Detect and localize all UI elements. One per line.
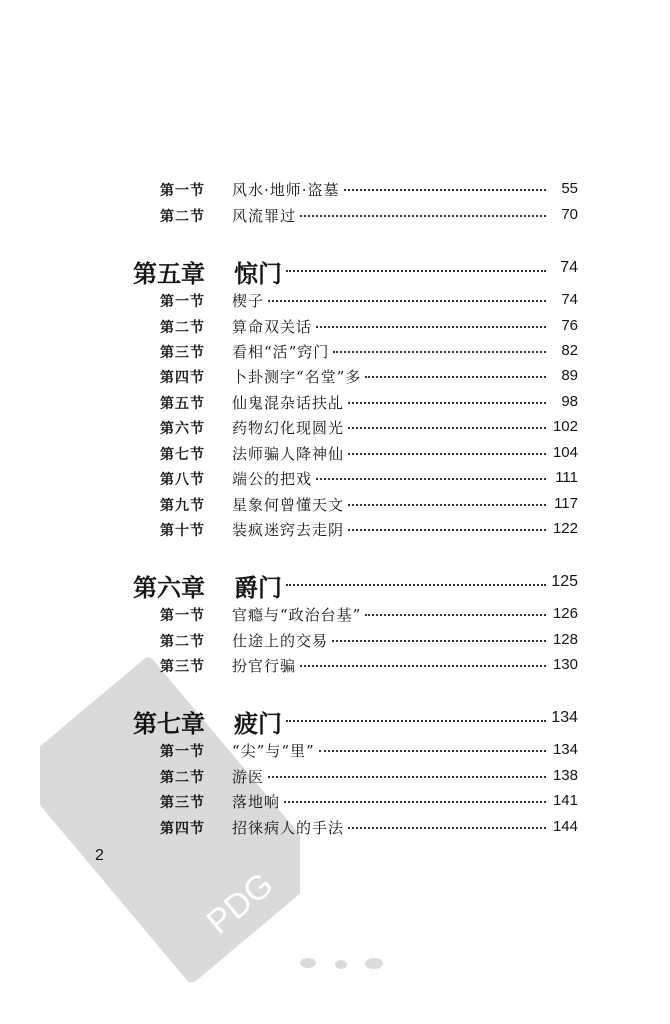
section-title: 仙鬼混杂话扶乩 xyxy=(232,394,345,412)
page-ref: 128 xyxy=(552,631,578,648)
section-number: 第一节 xyxy=(160,183,205,199)
toc-section-entry xyxy=(0,763,670,789)
toc-section-entry xyxy=(0,601,670,627)
toc-section-entry xyxy=(0,440,670,466)
page-ref: 126 xyxy=(552,605,578,622)
toc-chapter-entry xyxy=(0,570,670,602)
toc-section-entry xyxy=(0,202,670,228)
page-ref: 74 xyxy=(561,291,578,308)
chapter-number: 第五章 xyxy=(133,259,205,288)
page-number: 2 xyxy=(95,847,104,864)
toc-chapter-entry xyxy=(0,256,670,288)
dot-leader xyxy=(268,300,546,302)
section-title: 法师骗人降神仙 xyxy=(232,445,345,463)
section-title: 楔子 xyxy=(232,292,265,310)
section-title: 风流罪过 xyxy=(232,207,297,225)
page-ref: 138 xyxy=(552,767,578,784)
section-number: 第二节 xyxy=(160,209,205,225)
toc-section-entry xyxy=(0,176,670,202)
section-title: “尖”与“里” xyxy=(232,742,315,760)
page-ref: 70 xyxy=(561,206,578,223)
section-number: 第七节 xyxy=(160,447,205,463)
toc-section-entry xyxy=(0,491,670,517)
dot-leader xyxy=(333,351,546,353)
section-title: 看相“活”窍门 xyxy=(232,343,330,361)
toc-chapter-entry xyxy=(0,706,670,738)
page-ref: 89 xyxy=(561,367,578,384)
toc-section-entry xyxy=(0,627,670,653)
dot-leader xyxy=(348,427,546,429)
section-number: 第三节 xyxy=(160,795,205,811)
toc-section-entry xyxy=(0,652,670,678)
section-title: 游医 xyxy=(232,768,265,786)
section-number: 第十节 xyxy=(160,523,205,539)
dot-leader xyxy=(286,270,546,272)
section-number: 第四节 xyxy=(160,370,205,386)
toc-section-entry xyxy=(0,389,670,415)
section-title: 官瘾与“政治台基” xyxy=(232,606,362,624)
toc-section-entry xyxy=(0,287,670,313)
section-title: 星象何曾懂天文 xyxy=(232,496,345,514)
dot-leader xyxy=(348,453,546,455)
toc-section-entry xyxy=(0,363,670,389)
chapter-number: 第六章 xyxy=(133,573,205,602)
section-number: 第三节 xyxy=(160,659,205,675)
dot-leader xyxy=(365,376,546,378)
page-ref: 144 xyxy=(552,818,578,835)
dot-leader xyxy=(348,529,546,531)
scan-smudge xyxy=(335,960,347,969)
section-number: 第一节 xyxy=(160,744,205,760)
toc-section-entry xyxy=(0,313,670,339)
page-ref: 134 xyxy=(552,741,578,758)
section-number: 第九节 xyxy=(160,498,205,514)
watermark-text: PDG xyxy=(199,865,281,942)
page-ref: 104 xyxy=(552,444,578,461)
page-ref: 141 xyxy=(552,792,578,809)
dot-leader xyxy=(365,614,546,616)
scan-smudge xyxy=(300,958,316,968)
section-title: 药物幻化现圆光 xyxy=(232,419,345,437)
dot-leader xyxy=(284,801,546,803)
chapter-title: 惊门 xyxy=(234,259,282,288)
dot-leader xyxy=(332,640,546,642)
section-number: 第八节 xyxy=(160,472,205,488)
section-title: 卜卦测字“名堂”多 xyxy=(232,368,362,386)
dot-leader xyxy=(268,776,546,778)
page-ref: 134 xyxy=(551,709,578,726)
toc-section-entry xyxy=(0,788,670,814)
scan-smudge xyxy=(365,958,383,969)
page-ref: 55 xyxy=(561,180,578,197)
section-number: 第二节 xyxy=(160,320,205,336)
toc-section-entry xyxy=(0,516,670,542)
section-title: 仕途上的交易 xyxy=(232,632,329,650)
section-number: 第一节 xyxy=(160,608,205,624)
chapter-number: 第七章 xyxy=(133,709,205,738)
section-number: 第三节 xyxy=(160,345,205,361)
page-ref: 111 xyxy=(555,469,578,486)
section-number: 第四节 xyxy=(160,821,205,837)
page-ref: 125 xyxy=(551,573,578,590)
page-ref: 74 xyxy=(560,259,578,276)
section-number: 第五节 xyxy=(160,396,205,412)
section-title: 风水·地师·盗墓 xyxy=(232,181,340,199)
dot-leader xyxy=(286,720,546,722)
dot-leader xyxy=(348,827,546,829)
page-ref: 117 xyxy=(554,495,578,512)
dot-leader xyxy=(316,326,546,328)
dot-leader xyxy=(316,478,546,480)
dot-leader xyxy=(286,584,546,586)
section-number: 第二节 xyxy=(160,634,205,650)
section-title: 算命双关话 xyxy=(232,318,313,336)
page-ref: 76 xyxy=(561,317,578,334)
section-title: 扮官行骗 xyxy=(232,657,297,675)
toc-section-entry xyxy=(0,338,670,364)
dot-leader xyxy=(300,215,546,217)
toc-section-entry xyxy=(0,814,670,840)
section-title: 端公的把戏 xyxy=(232,470,313,488)
page-ref: 102 xyxy=(552,418,578,435)
chapter-title: 疲门 xyxy=(234,709,282,738)
toc-section-entry xyxy=(0,465,670,491)
dot-leader xyxy=(344,189,546,191)
section-number: 第一节 xyxy=(160,294,205,310)
chapter-title: 爵门 xyxy=(234,573,282,602)
page-ref: 130 xyxy=(552,656,578,673)
section-title: 装疯迷窍去走阴 xyxy=(232,521,345,539)
dot-leader xyxy=(348,402,546,404)
dot-leader xyxy=(348,504,546,506)
page-ref: 98 xyxy=(561,393,578,410)
page-ref: 82 xyxy=(561,342,578,359)
section-number: 第六节 xyxy=(160,421,205,437)
section-title: 招徕病人的手法 xyxy=(232,819,345,837)
toc-section-entry xyxy=(0,737,670,763)
dot-leader xyxy=(319,750,546,752)
section-title: 落地响 xyxy=(232,793,281,811)
toc-section-entry xyxy=(0,414,670,440)
section-number: 第二节 xyxy=(160,770,205,786)
dot-leader xyxy=(300,665,546,667)
page-ref: 122 xyxy=(552,520,578,537)
